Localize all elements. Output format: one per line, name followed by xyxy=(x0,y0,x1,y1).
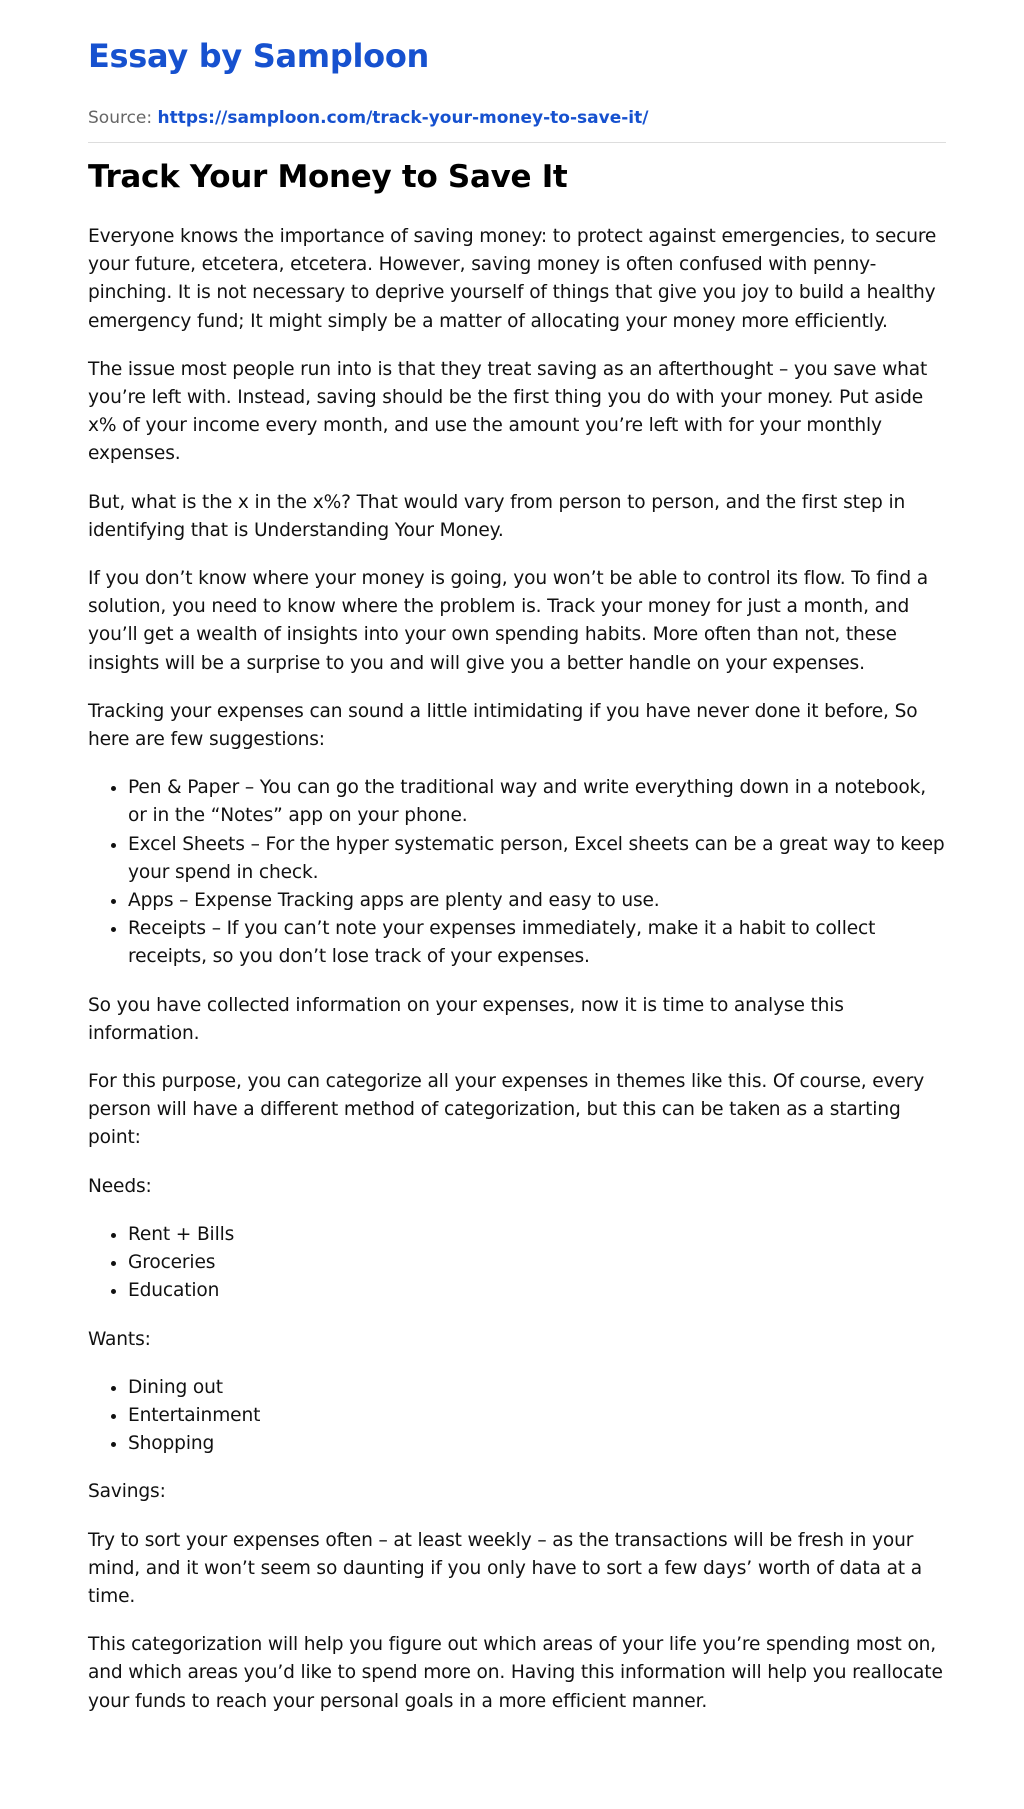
list-item: • Rent + Bills xyxy=(128,1221,946,1249)
wants-label: Wants: xyxy=(88,1328,151,1350)
essay-content xyxy=(88,30,946,1736)
needs-label: Needs: xyxy=(88,1175,152,1197)
list-item: • Dining out xyxy=(128,1374,946,1402)
article-title: Track Your Money to Save It xyxy=(88,159,568,195)
source-label: Source: xyxy=(88,108,153,128)
paragraph-5: Tracking your expenses can sound a little intimidating if you have never done it before, So here are few suggestions: xyxy=(88,700,918,751)
needs-list xyxy=(88,1221,946,1306)
list-item: • Groceries xyxy=(128,1249,946,1277)
paragraph-1: Everyone knows the importance of saving money: to protect against emergencies, to secure your future, etcetera, etcetera. However, saving money is often confused with penny-pinching. It is not necessary to deprive yourself of things that give you joy to build a healthy emergency fund; It might simply be a matter of allocating your money more efficiently. xyxy=(88,226,937,332)
list-item: • Entertainment xyxy=(128,1402,946,1430)
wants-list xyxy=(88,1374,946,1459)
paragraph-9: This categorization will help you figure out which areas of your life you’re spending most on, and which areas you’d like to spend more on. Having this information will help you reallocate your funds to reach your personal goals in a more efficient manner. xyxy=(88,1634,943,1712)
paragraph-3: But, what is the x in the x%? That would vary from person to person, and the first step in identifying that is Understanding Your Money. xyxy=(88,491,906,541)
paragraph-6: So you have collected information on your expenses, now it is time to analyse this information. xyxy=(88,994,844,1044)
article-body xyxy=(88,223,946,1716)
source-link[interactable]: https://samploon.com/track-your-money-to-save-it/ xyxy=(157,108,649,128)
paragraph-2: The issue most people run into is that they treat saving as an afterthought – you save what you’re left with. Instead, saving should be the first thing you do with your money. Put aside x% of your income every month, and use the amount you’re left with for your monthly expenses. xyxy=(88,358,928,465)
list-item: • Apps – Expense Tracking apps are plenty and easy to use. xyxy=(128,887,946,915)
list-item: • Education xyxy=(128,1277,946,1305)
savings-label: Savings: xyxy=(88,1481,166,1503)
header-divider xyxy=(88,142,946,143)
site-brand-title: Essay by Samploon xyxy=(88,37,429,75)
paragraph-7: For this purpose, you can categorize all your expenses in themes like this. Of course, every person will have a different method of categorization, but this can be taken as a starting point: xyxy=(88,1071,925,1149)
paragraph-4: If you don’t know where your money is going, you won’t be able to control its flow. To find a solution, you need to know where the problem is. Track your money for just a month, and you’ll get a wealth of insights into your own spending habits. More often than not, these insights will be a surprise to you and will give you a better handle on your expenses. xyxy=(88,568,928,674)
list-item: • Pen & Paper – You can go the traditional way and write everything down in a notebook, or in the “Notes” app on your phone. xyxy=(128,774,946,830)
list-item: • Shopping xyxy=(128,1430,946,1458)
source-line xyxy=(88,106,946,130)
list-item: • Receipts – If you can’t note your expenses immediately, make it a habit to collect receipts, so you don’t lose track of your expenses. xyxy=(128,915,946,971)
list-item: • Excel Sheets – For the hyper systematic person, Excel sheets can be a great way to keep your spend in check. xyxy=(128,831,946,887)
tracking-methods-list xyxy=(88,774,946,971)
paragraph-8: Try to sort your expenses often – at least weekly – as the transactions will be fresh in your mind, and it won’t seem so daunting if you only have to sort a few days’ worth of data at a time. xyxy=(88,1529,922,1607)
